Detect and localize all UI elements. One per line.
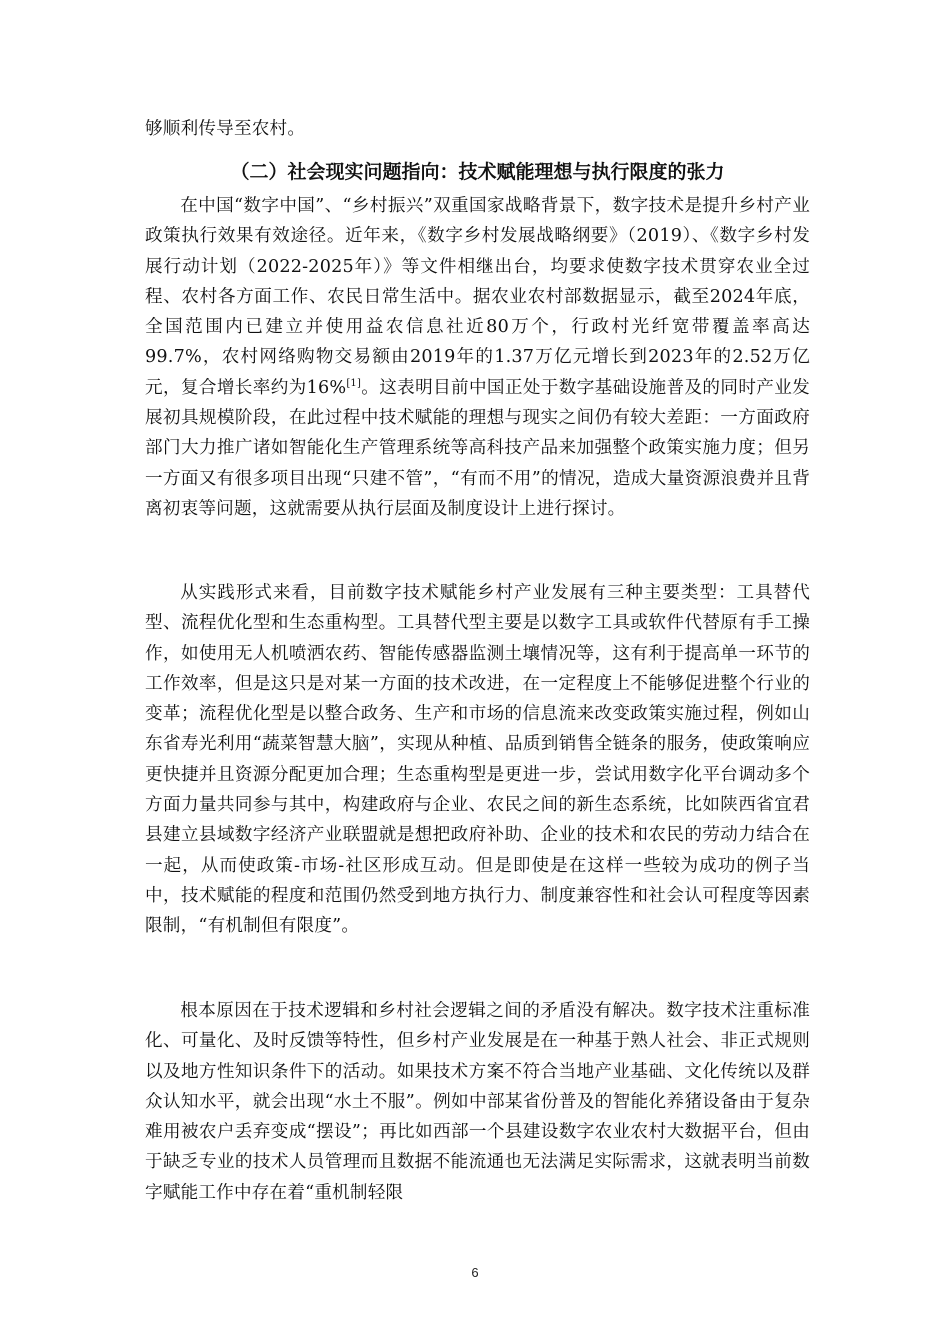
paragraph-3: 根本原因在于技术逻辑和乡村社会逻辑之间的矛盾没有解决。数字技术注重标准化、可量化、及时反馈等特性，但乡村产业发展是在一种基于熟人社会、非正式规则以及地方性知识条件下的活动。如果技术方案不符合当地产业基础、文化传统以及群众认知水平，就会出现“水土不服”。例如中部某省份普及的智能化养猪设备由于复杂难用被农户丢弃变成“摆设”；再比如西部一个县建设数字农业农村大数据平台，但由于缺乏专业的技术人员管理而且数据不能流通也无法满足实际需求，这就表明当前数字赋能工作中存在着“重机制轻限 [145, 1001, 810, 1203]
section-heading: （二）社会现实问题指向：技术赋能理想与执行限度的张力 [230, 161, 725, 183]
page-number: 6 [471, 1265, 479, 1280]
paragraph-1-text: 在中国“数字中国”、“乡村振兴”双重国家战略背景下，数字技术是提升乡村产业政策执行效果有效途径。近年来，《数字乡村发展战略纲要》（2019）、《数字乡村发展行动计划（2022-2025年）》等文件相继出台，均要求使数字技术贯穿农业全过程、农村各方面工作、农民日常生活中。据农业农村部数据显示，截至2024年底，全国范围内已建立并使用益农信息社近80万个，行政村光纤宽带覆盖率高达99.7%，农村网络购物交易额由2019年的1.37万亿元增长到2023年的2.52万亿元，复合增长率约为16% [145, 196, 810, 398]
continuation-text: 够顺利传导至农村。 [145, 119, 306, 139]
citation-marker[interactable]: [1] [346, 377, 362, 389]
paragraph-2: 从实践形式来看，目前数字技术赋能乡村产业发展有三种主要类型：工具替代型、流程优化型和生态重构型。工具替代型主要是以数字工具或软件代替原有手工操作，如使用无人机喷洒农药、智能传感器监测土壤情况等，这有利于提高单一环节的工作效率，但是这只是对某一方面的技术改进，在一定程度上不能够促进整个行业的变革；流程优化型是以整合政务、生产和市场的信息流来改变政策实施过程，例如山东省寿光利用“蔬菜智慧大脑”，实现从种植、品质到销售全链条的服务，使政策响应更快捷并且资源分配更加合理；生态重构型是更进一步，尝试用数字化平台调动多个方面力量共同参与其中，构建政府与企业、农民之间的新生态系统，比如陕西省宜君县建立县域数字经济产业联盟就是想把政府补助、企业的技术和农民的劳动力结合在一起，从而使政策-市场-社区形成互动。但是即使是在这样一些较为成功的例子当中，技术赋能的程度和范围仍然受到地方执行力、制度兼容性和社会认可程度等因素限制，“有机制但有限度”。 [145, 583, 810, 937]
paragraph-1-text-continued: 。这表明目前中国正处于数字基础设施普及的同时产业发展初具规模阶段，在此过程中技术赋能的理想与现实之间仍有较大差距：一方面政府部门大力推广诸如智能化生产管理系统等高科技产品来加强整个政策实施力度；但另一方面又有很多项目出现“只建不管”，“有而不用”的情况，造成大量资源浪费并且背离初衷等问题，这就需要从执行层面及制度设计上进行探讨。 [145, 377, 810, 519]
paragraph-1 [145, 191, 810, 524]
